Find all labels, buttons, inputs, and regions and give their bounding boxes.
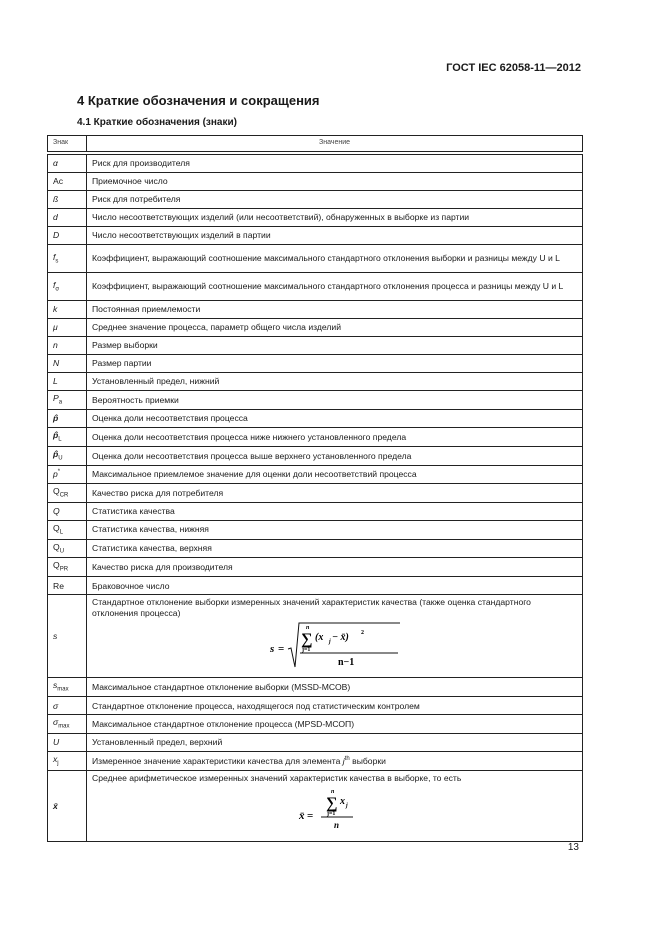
table-row	[48, 319, 583, 337]
symbol-cell: $p̂_U$	[48, 446, 87, 465]
col-symbol-header: Знак	[48, 136, 87, 152]
meaning-cell: Максимальное стандартное отклонение процесса (MPSD-МСОП)	[87, 715, 583, 734]
symbol-cell: N	[48, 355, 87, 373]
denominator: n−1	[337, 656, 354, 668]
col-meaning-header: Значение	[87, 136, 583, 152]
table-row	[48, 577, 583, 595]
formula-eq: =	[277, 642, 284, 655]
table-row	[48, 273, 583, 301]
formula-lhs: s	[269, 642, 274, 655]
meaning-cell: Риск для потребителя	[87, 191, 583, 209]
symbol-cell: x̄	[48, 771, 87, 842]
table-row	[48, 191, 583, 209]
term-sub: j	[328, 638, 331, 645]
subsection-title: 4.1 Краткие обозначения (знаки)	[77, 117, 237, 128]
term: x	[339, 796, 345, 808]
sum-upper: n	[305, 624, 309, 631]
std-deviation-formula-graphic	[260, 621, 410, 671]
sum-sign: ∑	[300, 630, 312, 648]
symbol-cell: $P_a$	[48, 391, 87, 410]
symbol-cell: Q	[48, 502, 87, 520]
meaning-cell: Коэффициент, выражающий соотношение максимального стандартного отклонения выборки и разницы между U и L	[87, 245, 583, 273]
symbol-cell: Re	[48, 577, 87, 595]
sum-sign: ∑	[325, 795, 337, 813]
meaning-cell: Число несоответствующих изделий в партии	[87, 227, 583, 245]
sum-lower: j=1	[326, 811, 335, 818]
table-row	[48, 595, 583, 678]
symbol-cell: U	[48, 734, 87, 752]
table-row	[48, 245, 583, 273]
sum-upper: n	[330, 789, 334, 796]
table-row	[48, 373, 583, 391]
table-row	[48, 301, 583, 319]
symbol-cell: μ	[48, 319, 87, 337]
meaning-cell: Приемочное число	[87, 173, 583, 191]
table-row	[48, 678, 583, 697]
table-row	[48, 209, 583, 227]
meaning-cell: Статистика качества, верхняя	[87, 539, 583, 558]
symbol-cell: σ	[48, 697, 87, 715]
table-row	[48, 155, 583, 173]
formula-eq: =	[306, 810, 313, 823]
term-open: (x	[314, 631, 323, 643]
meaning-cell: Измеренное значение характеристики качества для элемента $j^{th}$ выборки	[87, 752, 583, 771]
table-header-row	[48, 136, 583, 152]
symbol-cell: $Q_{PR}$	[48, 558, 87, 577]
table-row	[48, 539, 583, 558]
page-number: 13	[567, 842, 579, 853]
meaning-cell: Стандартное отклонение процесса, находящегося под статистическим контролем	[87, 697, 583, 715]
meaning-cell: Установленный предел, верхний	[87, 734, 583, 752]
symbol-cell: D	[48, 227, 87, 245]
symbol-cell: k	[48, 301, 87, 319]
term-sub: j	[345, 803, 348, 810]
meaning-cell: Качество риска для потребителя	[87, 483, 583, 502]
symbol-cell: $Q_L$	[48, 520, 87, 539]
symbol-cell: Ac	[48, 173, 87, 191]
symbol-cell: $s_{max}$	[48, 678, 87, 697]
symbol-cell: $Q_{CR}$	[48, 483, 87, 502]
table-row	[48, 483, 583, 502]
meaning-cell: Стандартное отклонение выборки измеренных значений характеристик качества (также оценка стандартного отклонения процесса) s = n ∑ j=1 (x j − x̄) 2 n−1	[87, 595, 583, 678]
symbol-cell: $f_s$	[48, 245, 87, 273]
symbol-cell: p̂	[48, 409, 87, 427]
symbol-cell: n	[48, 337, 87, 355]
table-row	[48, 465, 583, 483]
symbol-cell: ß	[48, 191, 87, 209]
table-row	[48, 391, 583, 410]
meaning-cell: Оценка доли несоответствия процесса ниже нижнего установленного предела	[87, 427, 583, 446]
meaning-cell: Риск для производителя	[87, 155, 583, 173]
term-exp: 2	[360, 629, 364, 636]
meaning-cell: Оценка доли несоответствия процесса	[87, 409, 583, 427]
table-row	[48, 427, 583, 446]
symbol-cell: p*	[48, 465, 87, 483]
sum-lower: j=1	[301, 646, 310, 653]
table-row	[48, 173, 583, 191]
table-row	[48, 558, 583, 577]
symbol-cell: d	[48, 209, 87, 227]
meaning-cell: Размер партии	[87, 355, 583, 373]
meaning-cell: Максимальное стандартное отклонение выборки (MSSD-МСОВ)	[87, 678, 583, 697]
table-row	[48, 502, 583, 520]
meaning-cell: Браковочное число	[87, 577, 583, 595]
symbols-table	[47, 135, 583, 842]
symbol-cell: L	[48, 373, 87, 391]
meaning-cell: Число несоответствующих изделий (или несоответствий), обнаруженных в выборке из партии	[87, 209, 583, 227]
denominator: n	[333, 820, 339, 831]
table-row	[48, 520, 583, 539]
table-row	[48, 697, 583, 715]
meaning-cell: Вероятность приемки	[87, 391, 583, 410]
symbol-cell: $\sigma_{max}$	[48, 715, 87, 734]
table-row	[48, 715, 583, 734]
mean-formula-graphic	[295, 786, 375, 834]
section-title: 4 Краткие обозначения и сокращения	[77, 93, 320, 108]
meaning-cell: Установленный предел, нижний	[87, 373, 583, 391]
table-row	[48, 355, 583, 373]
meaning-cell: Качество риска для производителя	[87, 558, 583, 577]
table-row	[48, 227, 583, 245]
table-row	[48, 337, 583, 355]
table-row	[48, 771, 583, 842]
symbol-cell: $p̂_L$	[48, 427, 87, 446]
meaning-cell: Среднее значение процесса, параметр общего числа изделий	[87, 319, 583, 337]
symbol-cell: $Q_U$	[48, 539, 87, 558]
meaning-cell: Оценка доли несоответствия процесса выше верхнего установленного предела	[87, 446, 583, 465]
meaning-cell: Размер выборки	[87, 337, 583, 355]
mean-formula	[92, 786, 577, 836]
std-deviation-formula	[92, 621, 577, 673]
symbol-cell: $f_\sigma$	[48, 273, 87, 301]
meaning-cell: Коэффициент, выражающий соотношение максимального стандартного отклонения процесса и разницы между U и L	[87, 273, 583, 301]
symbol-cell: $x_j$	[48, 752, 87, 771]
standard-id: ГОСТ IEC 62058-11—2012	[446, 62, 581, 74]
symbol-cell: s	[48, 595, 87, 678]
table-row	[48, 446, 583, 465]
formula-lhs: x̄	[298, 810, 304, 823]
symbol-cell: α	[48, 155, 87, 173]
term-mid: − x̄)	[331, 631, 349, 643]
table-row	[48, 752, 583, 771]
table-row	[48, 734, 583, 752]
meaning-cell: Статистика качества	[87, 502, 583, 520]
meaning-cell: Статистика качества, нижняя	[87, 520, 583, 539]
meaning-cell: Постоянная приемлемости	[87, 301, 583, 319]
table-row	[48, 409, 583, 427]
meaning-cell: Максимальное приемлемое значение для оценки доли несоответствий процесса	[87, 465, 583, 483]
meaning-cell: Среднее арифметическое измеренных значений характеристик качества в выборке, то есть x̄ = n ∑ j=1 x j n	[87, 771, 583, 842]
